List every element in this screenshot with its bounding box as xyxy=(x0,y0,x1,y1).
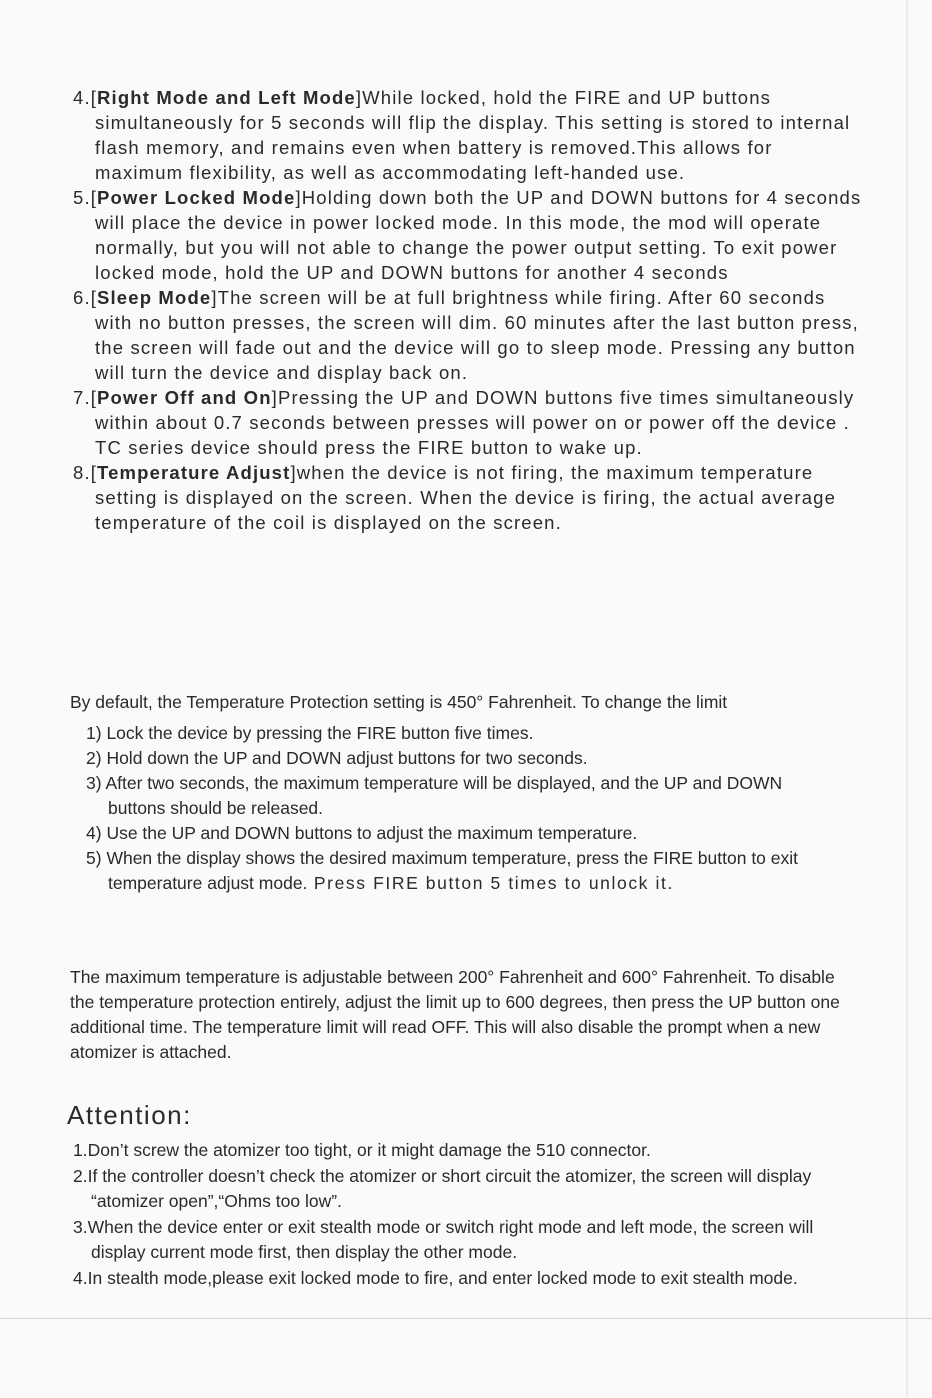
page-edge xyxy=(906,0,908,1398)
attention-item: 4.In stealth mode,please exit locked mode to fire, and enter locked mode to exit stealth mode. xyxy=(73,1267,798,1288)
mode-item-power-locked: 5.[Power Locked Mode]Holding down both the UP and DOWN buttons for 4 seconds will place the device in power locked mode. In this mode, the mod will operate normally, but you will not able to change the power output setting. To exit power locked mode, hold the UP and DOWN buttons for another 4 seconds xyxy=(73,187,862,283)
attention-list xyxy=(73,1138,833,1292)
mode-item-sleep: 6.[Sleep Mode]The screen will be at full brightness while firing. After 60 seconds with no button presses, the screen will dim. 60 minutes after the last button press, the screen will fade out and the device will go to sleep mode. Pressing any button will turn the device and display back on. xyxy=(73,287,859,383)
protection-step: 3) After two seconds, the maximum temperature will be displayed, and the UP and DOWN buttons should be released. xyxy=(86,773,783,818)
attention-item: 3.When the device enter or exit stealth mode or switch right mode and left mode, the screen will display current mode first, then display the other mode. xyxy=(73,1216,814,1263)
mode-title: Power Locked Mode xyxy=(97,187,296,208)
mode-item-temperature-adjust: 8.[Temperature Adjust]when the device is not firing, the maximum temperature setting is displayed on the screen. When the device is firing, the actual average temperature of the coil is displayed on the screen. xyxy=(73,462,837,533)
fold-line xyxy=(0,1318,932,1319)
protection-steps xyxy=(70,721,840,896)
mode-title: Power Off and On xyxy=(97,387,272,408)
protection-step: 2) Hold down the UP and DOWN adjust buttons for two seconds. xyxy=(86,748,588,768)
mode-title: Sleep Mode xyxy=(97,287,212,308)
mode-title: Right Mode and Left Mode xyxy=(97,87,356,108)
temperature-range-text: The maximum temperature is adjustable between 200° Fahrenheit and 600° Fahrenheit. To disable the temperature protection entirely, adjust the limit up to 600 degrees, then press the UP button one additional time. The temperature limit will read OFF. This will also disable the prompt when a new atomizer is attached. xyxy=(70,967,840,1062)
mode-list xyxy=(73,85,863,535)
mode-item-power-off-on: 7.[Power Off and On]Pressing the UP and DOWN buttons five times simultaneously within about 0.7 seconds between presses will power on or power off the device . TC series device should press the FIRE button to wake up. xyxy=(73,387,855,458)
mode-item-right-left: 4.[Right Mode and Left Mode]While locked, hold the FIRE and UP buttons simultaneously for 5 seconds will flip the display. This setting is stored to internal flash memory, and remains even when battery is removed.This allows for maximum flexibility, as well as accommodating left-handed use. xyxy=(73,87,851,183)
protection-step: 5) When the display shows the desired maximum temperature, press the FIRE button to exit temperature adjust mode. Press FIRE button 5 times to unlock it. xyxy=(86,848,799,893)
attention-heading: Attention: xyxy=(67,1100,192,1130)
protection-step: 1) Lock the device by pressing the FIRE button five times. xyxy=(86,723,534,743)
attention-item: 1.Don’t screw the atomizer too tight, or it might damage the 510 connector. xyxy=(73,1140,651,1160)
mode-title: Temperature Adjust xyxy=(97,462,291,483)
temperature-protection-section xyxy=(70,690,840,896)
attention-item: 2.If the controller doesn’t check the atomizer or short circuit the atomizer, the screen will display “atomizer open”,“Ohms too low”. xyxy=(73,1165,812,1212)
protection-step: 4) Use the UP and DOWN buttons to adjust the maximum temperature. xyxy=(86,823,638,843)
temperature-range-section xyxy=(70,965,850,1065)
protection-intro: By default, the Temperature Protection setting is 450° Fahrenheit. To change the limit xyxy=(70,692,728,712)
